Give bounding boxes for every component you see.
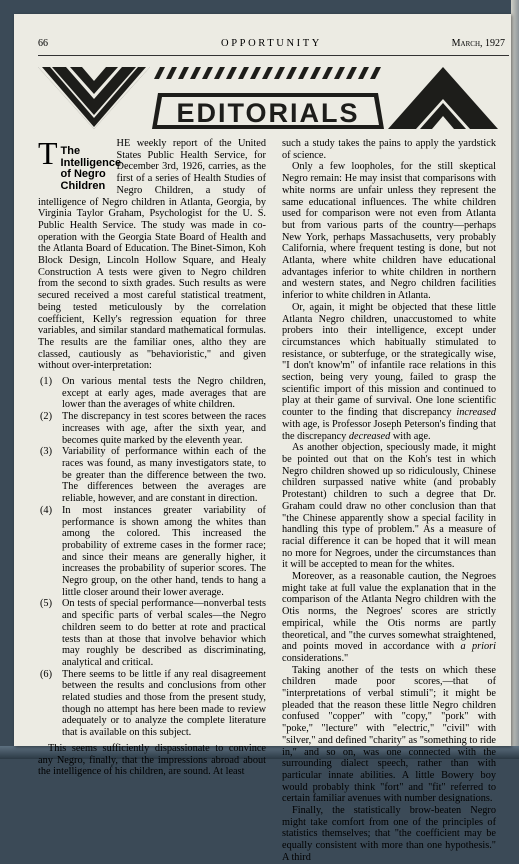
finding-text: The discrepancy in test scores between the races increases with age, after the sixth year, and becomes quite marked by the eleventh year. [62,411,266,446]
finding-item [38,669,266,739]
hatched-band [150,67,382,79]
finding-number: (3) [40,446,53,458]
intro-paragraph [38,135,266,372]
finding-text: In most instances greater variability of performance is shown among the whites than among the colored. This increased the probability of extreme cases in the former race; and since their means are generally higher, it increases the probability of superior scores. The Negro group, on the other hand, tends to hang a little closer around their lower average. [62,504,266,598]
editorials-banner [38,63,498,131]
paragraph-5: Moreover, as a reasonable caution, the Negroes might take at full value the explanation that in the comparison of the Atlanta Negro children with the Otis norms, the Negroes' scores are strictly empirical, while the Otis norms are partly theoretical, and "the curves somewhat straightened, and points moved in accordance with a priori considerations." [282,571,497,664]
paragraph-3: Or, again, it might be objected that these little Atlanta Negro children, unaccustomed to white probers into their intelligence, except under circumstances which habitually stimulated to resistance, or subterfuge, or the strategically wise, "I don't know'm" of infantile race relations in this section, being very young, failed to grasp the scientific import of this mission and continued to play at their game of survival. One lone scientific counter to the finding that discrepancy increased with age, is Professor Joseph Peterson's finding that the discrepancy decreased with age. [282,301,496,442]
left-chevron-ornament [38,67,150,129]
intro-text: HE weekly report of the United States Public Health Service, for December 3rd, 1926, carries, as the first of a series of Health Studies of Negro Children, a study of intelligence of Negro children in Atlanta, Georgia, by Virginia Taylor Graham, Psychologist for the U. S. Public Health Service. The study was made in co-operation with the Georgia State Board of Health and the Atlanta Board of Education. The Binet-Simon, Koh Block Design, Lincoln Hollow Square, and Healy Construction A tests were given to Negro children from the second to sixth grades. Such results as were secured received a most careful statistical treatment, being tested meticulously by the correlation coefficient, Kelly's regression equation for three variables, and similar standard mathematical formulas. The results are the familiar ones, altho they are classed, cautiously as "behavioristic," and given without over-interpretation: [38,138,266,372]
paragraph-7: Finally, the statistically brow-beaten Negro might take comfort from one of the principles of statistics themselves; that "the coefficient may be equally consistent with more than one hypothesis." A third [282,805,496,863]
finding-text: There seems to be little if any real disagreement between the results and conclusions from other related studies and those from the present study, though no attempt has here been made to review adequately or to analyze the complete literature that is available on this subject. [62,668,266,739]
binding-edge [511,0,519,759]
finding-item [38,411,266,446]
right-chevron-ornament [388,67,498,129]
issue-date: March, 1927 [451,38,505,49]
drop-cap: T [38,135,58,171]
paragraph-2: Only a few loopholes, for the still skeptical Negro remain: He may insist that comparisons with white norms are unfair unless they represent the same educational influences. The white children used for comparison were not even from Atlanta but from various parts of the country—perhaps New York, perhaps Massachusetts, very probably California, where frequent testing is done, but not Atlanta, where white children have educational advantages inferior to white children in northern and western states, and Negro children facilities inferior to white children in Atlanta. [282,161,496,302]
header-rule [38,55,509,56]
finding-item [38,598,266,668]
finding-text: Variability of performance within each of the races was found, as many investigators state, to be greater than the difference between the two. The differences between the averages are reliable, however, and are constant in direction. [62,446,266,505]
finding-number: (4) [40,504,53,516]
banner-art [38,63,498,131]
paragraph-4: As another objection, speciously made, it might be pointed out that on the Koh's test in which Negro children showed up so ridiculously, Chinese children surpassed native white (and probably Protestant) children to such a degree that Dr. Graham could draw no other conclusion than that "the Chinese apparently show a special facility in handling this type of problem." As a measure of racial difference it can be hoped that it will mean no more for Negroes, under the circumstances than it will be accepted to mean for the whites. [282,442,496,571]
page-number: 66 [38,38,48,49]
findings-list [38,376,266,739]
finding-item [38,446,266,505]
left-column [38,135,266,778]
right-column [282,138,496,864]
paragraph-1: such a study takes the pains to apply the yardstick of science. [282,138,496,161]
magazine-title: OPPORTUNITY [221,38,322,49]
banner-title: EDITORIALS [176,98,360,128]
finding-item [38,505,266,599]
running-header [38,38,505,52]
side-heading: The Intelligence of Negro Children [60,145,122,192]
finding-number: (2) [40,411,53,423]
finding-item [38,376,266,411]
closing-paragraph: This seems sufficiently dispassionate to convince any Negro, finally, that the impressions abroad about the intelligence of his children, are sound. At least [38,742,266,778]
finding-number: (6) [40,668,53,680]
finding-number: (1) [40,376,53,388]
paragraph-6: Taking another of the tests on which these children made poor scores,—that of "interpretations of verbal stimuli"; it might be pleaded that the reason these little Negro children confused "copper" with "copy," "pork" with "poke," "lecture" with "electric," "civil" with "silver," and defined "charity" as "something to ride in," and so on, was one connected with the surrounding dialect speech, rather than with particular innate abilities. A little Bowery boy would probably think "fort" and "fit" referred to certain familiar avenues with number designations. [282,664,496,805]
finding-number: (5) [40,598,53,610]
finding-text: On various mental tests the Negro children, except at early ages, made averages that are lower than the averages of white children. [62,376,266,411]
finding-text: On tests of special performance—nonverbal tests and specific parts of verbal scales—the Negro children seem to do better at rote and practical tests than at those that involve behavior which may roughly be described as discriminating, analytical and critical. [62,598,266,668]
